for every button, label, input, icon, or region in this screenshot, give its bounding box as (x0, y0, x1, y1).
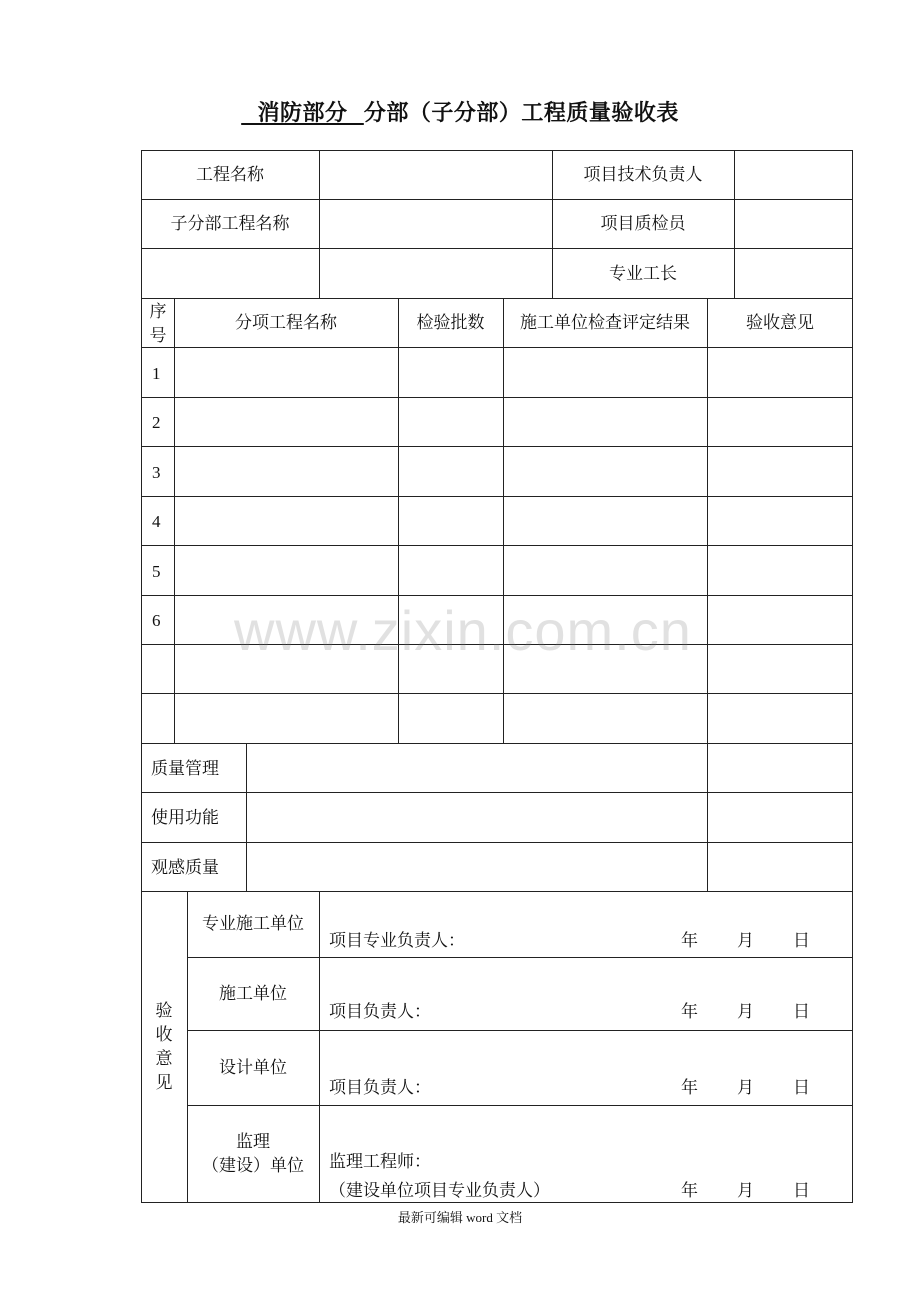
col-divider (734, 150, 735, 298)
day-label: 日 (793, 1002, 810, 1022)
col-divider (319, 891, 320, 1203)
sub-division-label: 子分部工程名称 (170, 214, 290, 234)
month-label: 月 (737, 1181, 754, 1201)
day-label: 日 (793, 931, 810, 951)
row-divider (141, 199, 853, 200)
form-table (141, 150, 853, 1203)
col-divider (707, 298, 708, 891)
row-divider (141, 792, 853, 793)
specialty-contractor-label: 专业施工单位 (202, 914, 304, 934)
design-unit-label: 设计单位 (219, 1058, 287, 1078)
row-number: 1 (152, 364, 161, 383)
row-divider (141, 842, 853, 843)
row-divider (141, 891, 853, 892)
appearance-quality-label: 观感质量 (151, 858, 219, 878)
month-label: 月 (737, 1002, 754, 1022)
month-label: 月 (737, 931, 754, 951)
row-divider (141, 496, 853, 497)
signer-label-secondary: （建设单位项目专业负责人） (329, 1181, 550, 1201)
title-rest: 分部（子分部）工程质量验收表 (363, 101, 679, 126)
col-divider (246, 743, 247, 891)
signer-label: 项目负责人： (329, 1078, 431, 1098)
year-label: 年 (681, 1181, 698, 1201)
batch-count-header: 检验批数 (416, 313, 485, 333)
foreman-label: 专业工长 (609, 264, 677, 284)
quality-management-label: 质量管理 (151, 759, 219, 779)
row-divider (141, 248, 853, 249)
acceptance-opinion-header: 验收意见 (746, 313, 814, 333)
signer-label: 项目专业负责人： (329, 931, 465, 951)
row-number: 5 (152, 562, 161, 581)
signer-label: 监理工程师： (329, 1152, 431, 1172)
signer-label: 项目负责人： (329, 1002, 431, 1022)
row-divider (141, 446, 853, 447)
row-divider (187, 1030, 853, 1031)
row-divider (141, 347, 853, 348)
day-label: 日 (793, 1078, 810, 1098)
quality-inspector-label: 项目质检员 (600, 214, 686, 234)
col-divider (174, 298, 175, 743)
row-divider (141, 397, 853, 398)
row-divider (141, 693, 853, 694)
row-number: 2 (152, 413, 161, 432)
month-label: 月 (737, 1078, 754, 1098)
year-label: 年 (681, 931, 698, 951)
title-underlined-part: 消防部分 (241, 101, 364, 126)
row-number: 3 (152, 463, 161, 482)
contractor-result-header: 施工单位检查评定结果 (520, 313, 690, 333)
row-number: 4 (152, 512, 161, 531)
row-divider (141, 298, 853, 299)
day-label: 日 (793, 1181, 810, 1201)
tech-lead-label: 项目技术负责人 (583, 165, 703, 185)
usage-function-label: 使用功能 (151, 808, 219, 828)
item-name-header: 分项工程名称 (235, 313, 337, 333)
supervision-label-line2: （建设）单位 (202, 1156, 304, 1176)
row-divider (187, 1105, 853, 1106)
col-divider (503, 298, 504, 743)
year-label: 年 (681, 1002, 698, 1022)
project-name-label: 工程名称 (196, 165, 264, 185)
footer-note: 最新可编辑 word 文档 (397, 1210, 523, 1225)
seq-header: 序 号 (149, 302, 167, 346)
supervision-label-line1: 监理 (236, 1132, 270, 1152)
contractor-label: 施工单位 (219, 984, 287, 1004)
acceptance-side-label: 验 收 意 见 (155, 1001, 173, 1093)
row-number: 6 (152, 611, 161, 630)
col-divider (319, 150, 320, 298)
row-divider (141, 743, 853, 744)
row-divider (141, 545, 853, 546)
row-divider (187, 957, 853, 958)
col-divider (398, 298, 399, 743)
row-divider (141, 595, 853, 596)
year-label: 年 (681, 1078, 698, 1098)
page-title (0, 96, 920, 127)
watermark: www.zixin.com.cn (234, 599, 692, 662)
